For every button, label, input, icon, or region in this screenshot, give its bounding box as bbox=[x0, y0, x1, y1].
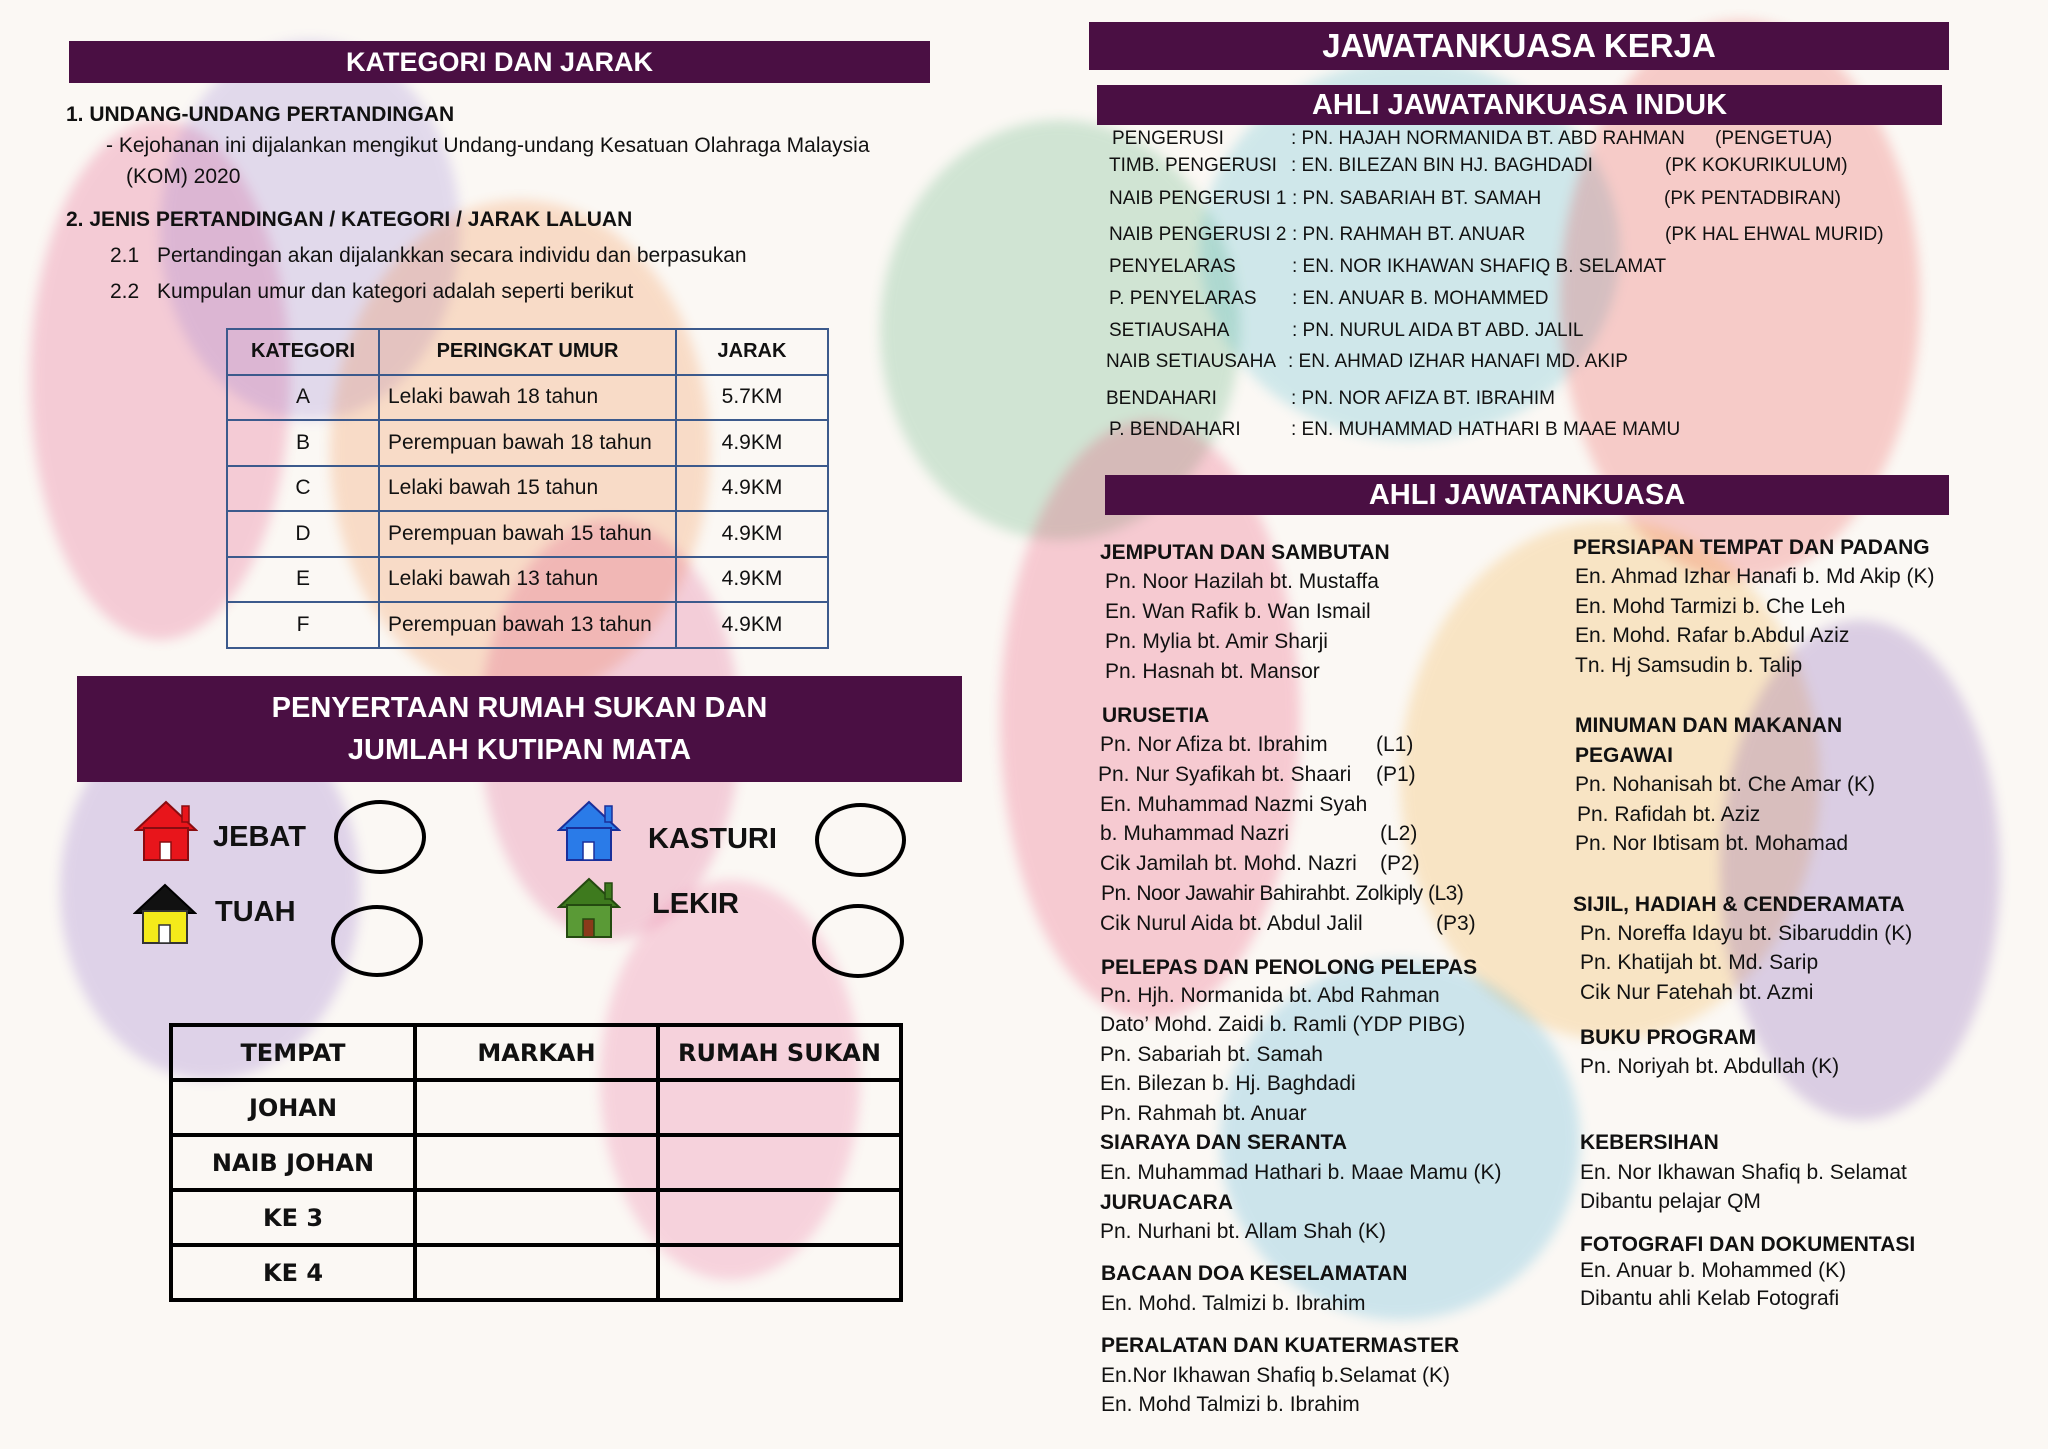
house-icon-yellow bbox=[133, 883, 197, 945]
rumah-sukan-cell[interactable] bbox=[658, 1245, 901, 1300]
member-code: (P2) bbox=[1380, 852, 1420, 875]
section-heading: JEMPUTAN DAN SAMBUTAN bbox=[1100, 541, 1390, 564]
induk-role: NAIB PENGERUSI 1 bbox=[1109, 188, 1287, 209]
induk-role: BENDAHARI bbox=[1106, 388, 1217, 409]
column-header: PERINGKAT UMUR bbox=[379, 329, 676, 375]
table-row bbox=[171, 1080, 901, 1135]
induk-name: : EN. BILEZAN BIN HJ. BAGHDADI bbox=[1291, 155, 1593, 176]
rule2-2-number: 2.2 bbox=[110, 280, 140, 303]
member-name: Cik Nur Fatehah bt. Azmi bbox=[1580, 981, 1814, 1004]
tuah-score-oval bbox=[331, 905, 423, 977]
age-group-cell: Perempuan bawah 13 tahun bbox=[379, 602, 676, 648]
section-heading: PERSIAPAN TEMPAT DAN PADANG bbox=[1573, 536, 1930, 559]
penyertaan-banner-line1: PENYERTAAN RUMAH SUKAN DAN bbox=[271, 692, 768, 724]
member-name: Pn. Hjh. Normanida bt. Abd Rahman bbox=[1100, 984, 1440, 1007]
member-name: b. Muhammad Nazri bbox=[1100, 822, 1290, 845]
member-name: Cik Jamilah bt. Mohd. Nazri bbox=[1100, 852, 1357, 875]
house-name-lekir: LEKIR bbox=[652, 888, 739, 920]
distance-cell: 4.9KM bbox=[676, 466, 828, 512]
distance-cell: 4.9KM bbox=[676, 602, 828, 648]
member-name: Pn. Nor Ibtisam bt. Mohamad bbox=[1575, 832, 1849, 855]
member-name: En. Mohd. Rafar b.Abdul Aziz bbox=[1575, 624, 1850, 647]
house-name-kasturi: KASTURI bbox=[648, 823, 777, 855]
induk-name: : EN. NOR IKHAWAN SHAFIQ B. SELAMAT bbox=[1292, 256, 1667, 277]
age-group-cell: Perempuan bawah 18 tahun bbox=[379, 420, 676, 466]
category-cell: E bbox=[227, 557, 379, 603]
member-name: En. Mohd. Talmizi b. Ibrahim bbox=[1101, 1292, 1366, 1315]
induk-note: (PK KOKURIKULUM) bbox=[1665, 155, 1848, 176]
member-name: Pn. Hasnah bt. Mansor bbox=[1105, 660, 1320, 683]
placing-cell: KE 4 bbox=[171, 1245, 415, 1300]
column-header: MARKAH bbox=[415, 1025, 658, 1080]
placing-cell: JOHAN bbox=[171, 1080, 415, 1135]
house-icon-blue bbox=[557, 800, 621, 862]
section-heading: KEBERSIHAN bbox=[1580, 1131, 1719, 1154]
results-table bbox=[169, 1023, 903, 1302]
category-cell: A bbox=[227, 375, 379, 421]
jawatankuasa-title-banner: JAWATANKUASA KERJA bbox=[1089, 22, 1949, 70]
age-group-cell: Perempuan bawah 15 tahun bbox=[379, 511, 676, 557]
member-name: En. Muhammad Nazmi Syah bbox=[1100, 793, 1368, 816]
induk-name: : PN. NURUL AIDA BT ABD. JALIL bbox=[1292, 320, 1584, 341]
rumah-sukan-cell[interactable] bbox=[658, 1135, 901, 1190]
section-heading: JURUACARA bbox=[1100, 1191, 1234, 1214]
house-icon-red bbox=[134, 800, 198, 862]
member-name: En. Wan Rafik b. Wan Ismail bbox=[1105, 600, 1371, 623]
induk-note: (PK HAL EHWAL MURID) bbox=[1665, 224, 1884, 245]
induk-name: : PN. RAHMAH BT. ANUAR bbox=[1292, 224, 1526, 245]
section-heading: URUSETIA bbox=[1102, 704, 1210, 727]
rumah-sukan-cell[interactable] bbox=[658, 1190, 901, 1245]
placing-cell: NAIB JOHAN bbox=[171, 1135, 415, 1190]
lekir-score-oval bbox=[812, 904, 904, 978]
induk-note: (PENGETUA) bbox=[1715, 128, 1833, 149]
member-code: (L1) bbox=[1376, 733, 1414, 756]
induk-name: : PN. NOR AFIZA BT. IBRAHIM bbox=[1291, 388, 1555, 409]
member-name: Pn. Rahmah bt. Anuar bbox=[1100, 1102, 1307, 1125]
member-name: Tn. Hj Samsudin b. Talip bbox=[1575, 654, 1803, 677]
member-name: En. Nor Ikhawan Shafiq b. Selamat bbox=[1580, 1161, 1907, 1184]
markah-cell[interactable] bbox=[415, 1245, 658, 1300]
distance-cell: 4.9KM bbox=[676, 511, 828, 557]
kategori-banner: KATEGORI DAN JARAK bbox=[69, 41, 930, 83]
induk-role: NAIB PENGERUSI 2 bbox=[1109, 224, 1287, 245]
house-name-jebat: JEBAT bbox=[213, 821, 306, 853]
category-cell: C bbox=[227, 466, 379, 512]
rule1-title: 1. UNDANG-UNDANG PERTANDINGAN bbox=[66, 103, 455, 126]
member-name: Cik Nurul Aida bt. Abdul Jalil bbox=[1100, 912, 1363, 935]
rule2-1-number: 2.1 bbox=[110, 244, 140, 267]
table-row bbox=[227, 602, 828, 648]
member-name: En.Nor Ikhawan Shafiq b.Selamat (K) bbox=[1101, 1364, 1451, 1387]
rule2-2-text: Kumpulan umur dan kategori adalah seperti berikut bbox=[157, 280, 634, 303]
member-name: Pn. Noor Jawahir Bahirahbt. Zolkiply (L3) bbox=[1101, 882, 1464, 905]
table-row bbox=[227, 557, 828, 603]
member-name: Pn. Sabariah bt. Samah bbox=[1100, 1043, 1323, 1066]
member-name: En. Mohd Talmizi b. Ibrahim bbox=[1101, 1393, 1360, 1416]
rule1-line1: - Kejohanan ini dijalankan mengikut Undang-undang Kesatuan Olahraga Malaysia bbox=[106, 134, 870, 157]
induk-name: : PN. SABARIAH BT. SAMAH bbox=[1292, 188, 1542, 209]
column-header: KATEGORI bbox=[227, 329, 379, 375]
house-name-tuah: TUAH bbox=[215, 896, 296, 928]
member-name: Dibantu pelajar QM bbox=[1580, 1190, 1761, 1213]
section-heading: SIJIL, HADIAH & CENDERAMATA bbox=[1573, 893, 1905, 916]
member-name: En. Ahmad Izhar Hanafi b. Md Akip (K) bbox=[1575, 565, 1935, 588]
distance-cell: 5.7KM bbox=[676, 375, 828, 421]
table-header-row bbox=[227, 329, 828, 375]
category-cell: B bbox=[227, 420, 379, 466]
jebat-score-oval bbox=[334, 800, 426, 874]
member-name: Pn. Noriyah bt. Abdullah (K) bbox=[1580, 1055, 1840, 1078]
induk-role: NAIB SETIAUSAHA bbox=[1106, 351, 1276, 372]
table-row bbox=[171, 1190, 901, 1245]
rumah-sukan-cell[interactable] bbox=[658, 1080, 901, 1135]
member-name: Dato’ Mohd. Zaidi b. Ramli (YDP PIBG) bbox=[1100, 1013, 1466, 1036]
member-name: Pn. Nor Afiza bt. Ibrahim bbox=[1100, 733, 1328, 756]
section-heading: BUKU PROGRAM bbox=[1580, 1026, 1757, 1049]
section-heading: MINUMAN DAN MAKANAN bbox=[1575, 714, 1843, 737]
category-table bbox=[226, 328, 829, 649]
member-name: En. Muhammad Hathari b. Maae Mamu (K) bbox=[1100, 1161, 1502, 1184]
member-name: Dibantu ahli Kelab Fotografi bbox=[1580, 1287, 1840, 1310]
table-row bbox=[227, 375, 828, 421]
table-row bbox=[171, 1245, 901, 1300]
member-name: Pn. Nohanisah bt. Che Amar (K) bbox=[1575, 773, 1875, 796]
member-name: Pn. Nur Syafikah bt. Shaari bbox=[1098, 763, 1352, 786]
induk-banner: AHLI JAWATANKUASA INDUK bbox=[1097, 85, 1942, 125]
table-row bbox=[227, 466, 828, 512]
column-header: RUMAH SUKAN bbox=[658, 1025, 901, 1080]
member-code: (L2) bbox=[1380, 822, 1418, 845]
table-row bbox=[171, 1135, 901, 1190]
section-heading: PERALATAN DAN KUATERMASTER bbox=[1101, 1334, 1460, 1357]
section-heading: SIARAYA DAN SERANTA bbox=[1100, 1131, 1347, 1154]
member-name: Pn. Rafidah bt. Aziz bbox=[1577, 803, 1761, 826]
member-name: Pn. Khatijah bt. Md. Sarip bbox=[1580, 951, 1819, 974]
induk-role: P. PENYELARAS bbox=[1109, 288, 1257, 309]
induk-name: : EN. MUHAMMAD HATHARI B MAAE MAMU bbox=[1291, 419, 1681, 440]
category-cell: F bbox=[227, 602, 379, 648]
section-heading: PEGAWAI bbox=[1575, 744, 1674, 767]
markah-cell[interactable] bbox=[415, 1135, 658, 1190]
rule1-line2: (KOM) 2020 bbox=[126, 165, 241, 188]
member-name: Pn. Mylia bt. Amir Sharji bbox=[1105, 630, 1328, 653]
induk-role: PENGERUSI bbox=[1112, 128, 1224, 149]
kasturi-score-oval bbox=[815, 803, 906, 877]
markah-cell[interactable] bbox=[415, 1190, 658, 1245]
ahli-banner: AHLI JAWATANKUASA bbox=[1105, 475, 1949, 515]
induk-role: PENYELARAS bbox=[1109, 256, 1236, 277]
section-heading: FOTOGRAFI DAN DOKUMENTASI bbox=[1580, 1233, 1916, 1256]
distance-cell: 4.9KM bbox=[676, 557, 828, 603]
induk-name: : EN. ANUAR B. MOHAMMED bbox=[1292, 288, 1549, 309]
induk-note: (PK PENTADBIRAN) bbox=[1664, 188, 1842, 209]
induk-name: : PN. HAJAH NORMANIDA BT. ABD RAHMAN bbox=[1291, 128, 1685, 149]
column-header: JARAK bbox=[676, 329, 828, 375]
section-heading: BACAAN DOA KESELAMATAN bbox=[1101, 1262, 1408, 1285]
table-row bbox=[227, 511, 828, 557]
penyertaan-banner-line2: JUMLAH KUTIPAN MATA bbox=[347, 734, 692, 766]
member-name: Pn. Noor Hazilah bt. Mustaffa bbox=[1105, 570, 1379, 593]
category-cell: D bbox=[227, 511, 379, 557]
markah-cell[interactable] bbox=[415, 1080, 658, 1135]
table-row bbox=[227, 420, 828, 466]
induk-role: P. BENDAHARI bbox=[1109, 419, 1241, 440]
member-name: En. Bilezan b. Hj. Baghdadi bbox=[1100, 1072, 1356, 1095]
member-name: Pn. Noreffa Idayu bt. Sibaruddin (K) bbox=[1580, 922, 1913, 945]
distance-cell: 4.9KM bbox=[676, 420, 828, 466]
age-group-cell: Lelaki bawah 15 tahun bbox=[379, 466, 676, 512]
member-code: (P1) bbox=[1376, 763, 1416, 786]
member-name: Pn. Nurhani bt. Allam Shah (K) bbox=[1100, 1220, 1386, 1243]
column-header: TEMPAT bbox=[171, 1025, 415, 1080]
induk-role: SETIAUSAHA bbox=[1109, 320, 1230, 341]
placing-cell: KE 3 bbox=[171, 1190, 415, 1245]
penyertaan-banner bbox=[77, 676, 962, 782]
rule2-1-text: Pertandingan akan dijalankkan secara individu dan berpasukan bbox=[157, 244, 747, 267]
member-name: En. Anuar b. Mohammed (K) bbox=[1580, 1259, 1847, 1282]
induk-name: : EN. AHMAD IZHAR HANAFI MD. AKIP bbox=[1288, 351, 1628, 372]
member-name: En. Mohd Tarmizi b. Che Leh bbox=[1575, 595, 1846, 618]
age-group-cell: Lelaki bawah 13 tahun bbox=[379, 557, 676, 603]
induk-role: TIMB. PENGERUSI bbox=[1109, 155, 1277, 176]
section-heading: PELEPAS DAN PENOLONG PELEPAS bbox=[1101, 956, 1478, 979]
member-code: (P3) bbox=[1436, 912, 1476, 935]
rule2-title: 2. JENIS PERTANDINGAN / KATEGORI / JARAK LALUAN bbox=[66, 208, 633, 231]
table-header-row bbox=[171, 1025, 901, 1080]
age-group-cell: Lelaki bawah 18 tahun bbox=[379, 375, 676, 421]
house-icon-green bbox=[557, 877, 621, 939]
